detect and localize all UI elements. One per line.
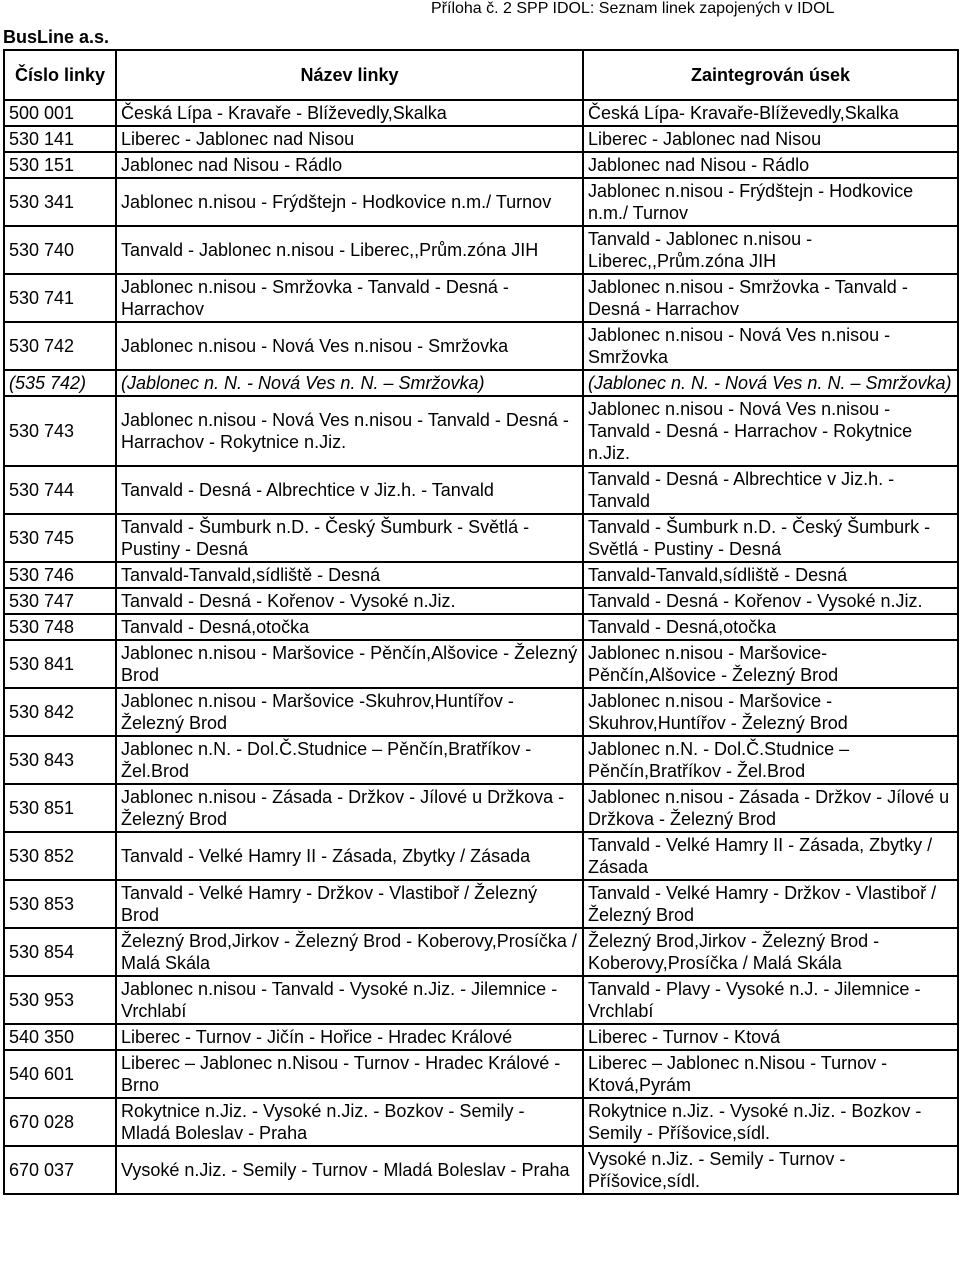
line-name-cell: Rokytnice n.Jiz. - Vysoké n.Jiz. - Bozkov - Semily - Mladá Boleslav - Praha [116, 1098, 583, 1146]
line-number-cell: 540 601 [4, 1050, 116, 1098]
annex-title: Příloha č. 2 SPP IDOL: Seznam linek zapojených v IDOL [431, 0, 835, 17]
column-header-line-name: Název linky [116, 50, 583, 100]
line-name-cell: Jablonec n.nisou - Maršovice -Skuhrov,Huntířov - Železný Brod [116, 688, 583, 736]
table-row [4, 832, 958, 880]
table-row [4, 614, 958, 640]
line-number-cell: 530 341 [4, 178, 116, 226]
integrated-section-cell: Tanvald - Velké Hamry - Držkov - Vlastiboř / Železný Brod [583, 880, 958, 928]
line-name-cell: Jablonec n.nisou - Zásada - Držkov - Jílové u Držkova - Železný Brod [116, 784, 583, 832]
lines-table [3, 49, 959, 1195]
table-row [4, 466, 958, 514]
line-number-cell: 530 841 [4, 640, 116, 688]
line-number-cell: 530 843 [4, 736, 116, 784]
table-row [4, 514, 958, 562]
line-name-cell: Tanvald - Jablonec n.nisou - Liberec,,Prům.zóna JIH [116, 226, 583, 274]
integrated-section-cell: Tanvald - Jablonec n.nisou - Liberec,,Prům.zóna JIH [583, 226, 958, 274]
table-row [4, 274, 958, 322]
table-row [4, 640, 958, 688]
line-number-cell: 530 742 [4, 322, 116, 370]
integrated-section-cell: Jablonec n.nisou - Nová Ves n.nisou - Tanvald - Desná - Harrachov - Rokytnice n.Jiz. [583, 396, 958, 466]
company-name: BusLine a.s. [3, 27, 110, 47]
integrated-section-cell: Tanvald - Plavy - Vysoké n.J. - Jilemnice - Vrchlabí [583, 976, 958, 1024]
table-row [4, 152, 958, 178]
line-number-cell: 670 028 [4, 1098, 116, 1146]
integrated-section-cell: (Jablonec n. N. - Nová Ves n. N. – Smržovka) [583, 370, 958, 396]
integrated-section-cell: Tanvald - Desná - Albrechtice v Jiz.h. - Tanvald [583, 466, 958, 514]
integrated-section-cell: Jablonec n.N. - Dol.Č.Studnice – Pěnčín,Bratříkov - Žel.Brod [583, 736, 958, 784]
line-number-cell: 530 748 [4, 614, 116, 640]
line-name-cell: Tanvald - Velké Hamry - Držkov - Vlastiboř / Železný Brod [116, 880, 583, 928]
line-name-cell: Tanvald - Velké Hamry II - Zásada, Zbytky / Zásada [116, 832, 583, 880]
line-name-cell: Česká Lípa - Kravaře - Blíževedly,Skalka [116, 100, 583, 126]
line-name-cell: (Jablonec n. N. - Nová Ves n. N. – Smržovka) [116, 370, 583, 396]
table-row [4, 1050, 958, 1098]
line-name-cell: Vysoké n.Jiz. - Semily - Turnov - Mladá Boleslav - Praha [116, 1146, 583, 1194]
integrated-section-cell: Tanvald - Velké Hamry II - Zásada, Zbytky / Zásada [583, 832, 958, 880]
line-number-cell: 530 743 [4, 396, 116, 466]
integrated-section-cell: Jablonec n.nisou - Frýdštejn - Hodkovice n.m./ Turnov [583, 178, 958, 226]
line-number-cell: 530 740 [4, 226, 116, 274]
table-row [4, 588, 958, 614]
line-number-cell: 530 953 [4, 976, 116, 1024]
table-row [4, 736, 958, 784]
integrated-section-cell: Liberec - Turnov - Ktová [583, 1024, 958, 1050]
line-name-cell: Jablonec n.nisou - Frýdštejn - Hodkovice n.m./ Turnov [116, 178, 583, 226]
integrated-section-cell: Jablonec n.nisou - Smržovka - Tanvald - Desná - Harrachov [583, 274, 958, 322]
line-name-cell: Liberec - Jablonec nad Nisou [116, 126, 583, 152]
table-row [4, 880, 958, 928]
line-number-cell: 530 747 [4, 588, 116, 614]
table-row [4, 370, 958, 396]
column-header-line-number: Číslo linky [4, 50, 116, 100]
line-number-cell: 670 037 [4, 1146, 116, 1194]
line-number-cell: 530 851 [4, 784, 116, 832]
line-name-cell: Tanvald - Desná,otočka [116, 614, 583, 640]
integrated-section-cell: Liberec - Jablonec nad Nisou [583, 126, 958, 152]
table-row [4, 928, 958, 976]
line-name-cell: Jablonec n.N. - Dol.Č.Studnice – Pěnčín,Bratříkov - Žel.Brod [116, 736, 583, 784]
line-number-cell: 540 350 [4, 1024, 116, 1050]
integrated-section-cell: Rokytnice n.Jiz. - Vysoké n.Jiz. - Bozkov - Semily - Příšovice,sídl. [583, 1098, 958, 1146]
column-header-integrated-section: Zaintegrován úsek [583, 50, 958, 100]
integrated-section-cell: Jablonec n.nisou - Nová Ves n.nisou - Smržovka [583, 322, 958, 370]
table-row [4, 100, 958, 126]
line-number-cell: 530 854 [4, 928, 116, 976]
integrated-section-cell: Tanvald - Desná,otočka [583, 614, 958, 640]
line-name-cell: Jablonec n.nisou - Smržovka - Tanvald - Desná - Harrachov [116, 274, 583, 322]
table-row [4, 1098, 958, 1146]
integrated-section-cell: Jablonec n.nisou - Maršovice - Skuhrov,Huntířov - Železný Brod [583, 688, 958, 736]
integrated-section-cell: Železný Brod,Jirkov - Železný Brod - Koberovy,Prosíčka / Malá Skála [583, 928, 958, 976]
table-row [4, 562, 958, 588]
line-name-cell: Liberec - Turnov - Jičín - Hořice - Hradec Králové [116, 1024, 583, 1050]
table-body [4, 100, 958, 1194]
table-row [4, 178, 958, 226]
integrated-section-cell: Jablonec n.nisou - Zásada - Držkov - Jílové u Držkova - Železný Brod [583, 784, 958, 832]
integrated-section-cell: Jablonec n.nisou - Maršovice- Pěnčín,Alšovice - Železný Brod [583, 640, 958, 688]
line-number-cell: 530 852 [4, 832, 116, 880]
integrated-section-cell: Vysoké n.Jiz. - Semily - Turnov - Příšovice,sídl. [583, 1146, 958, 1194]
line-number-cell: 530 141 [4, 126, 116, 152]
table-row [4, 1146, 958, 1194]
line-name-cell: Jablonec n.nisou - Nová Ves n.nisou - Tanvald - Desná - Harrachov - Rokytnice n.Jiz. [116, 396, 583, 466]
line-name-cell: Jablonec n.nisou - Nová Ves n.nisou - Smržovka [116, 322, 583, 370]
table-row [4, 688, 958, 736]
table-row [4, 226, 958, 274]
table-header-row [4, 50, 958, 100]
table-row [4, 126, 958, 152]
line-name-cell: Tanvald - Desná - Kořenov - Vysoké n.Jiz. [116, 588, 583, 614]
integrated-section-cell: Tanvald-Tanvald,sídliště - Desná [583, 562, 958, 588]
line-name-cell: Železný Brod,Jirkov - Železný Brod - Koberovy,Prosíčka / Malá Skála [116, 928, 583, 976]
line-name-cell: Tanvald - Desná - Albrechtice v Jiz.h. - Tanvald [116, 466, 583, 514]
line-name-cell: Tanvald-Tanvald,sídliště - Desná [116, 562, 583, 588]
line-name-cell: Jablonec nad Nisou - Rádlo [116, 152, 583, 178]
line-number-cell: 500 001 [4, 100, 116, 126]
line-name-cell: Jablonec n.nisou - Tanvald - Vysoké n.Jiz. - Jilemnice - Vrchlabí [116, 976, 583, 1024]
line-number-cell: 530 745 [4, 514, 116, 562]
line-number-cell: 530 853 [4, 880, 116, 928]
line-number-cell: 530 746 [4, 562, 116, 588]
table-row [4, 976, 958, 1024]
table-row [4, 1024, 958, 1050]
table-row [4, 784, 958, 832]
integrated-section-cell: Liberec – Jablonec n.Nisou - Turnov - Ktová,Pyrám [583, 1050, 958, 1098]
line-number-cell: 530 151 [4, 152, 116, 178]
line-number-cell: (535 742) [4, 370, 116, 396]
line-number-cell: 530 842 [4, 688, 116, 736]
integrated-section-cell: Tanvald - Desná - Kořenov - Vysoké n.Jiz. [583, 588, 958, 614]
table-row [4, 322, 958, 370]
integrated-section-cell: Jablonec nad Nisou - Rádlo [583, 152, 958, 178]
integrated-section-cell: Tanvald - Šumburk n.D. - Český Šumburk - Světlá - Pustiny - Desná [583, 514, 958, 562]
line-name-cell: Liberec – Jablonec n.Nisou - Turnov - Hradec Králové - Brno [116, 1050, 583, 1098]
integrated-section-cell: Česká Lípa- Kravaře-Blíževedly,Skalka [583, 100, 958, 126]
line-number-cell: 530 741 [4, 274, 116, 322]
line-name-cell: Jablonec n.nisou - Maršovice - Pěnčín,Alšovice - Železný Brod [116, 640, 583, 688]
line-name-cell: Tanvald - Šumburk n.D. - Český Šumburk - Světlá - Pustiny - Desná [116, 514, 583, 562]
line-number-cell: 530 744 [4, 466, 116, 514]
table-row [4, 396, 958, 466]
